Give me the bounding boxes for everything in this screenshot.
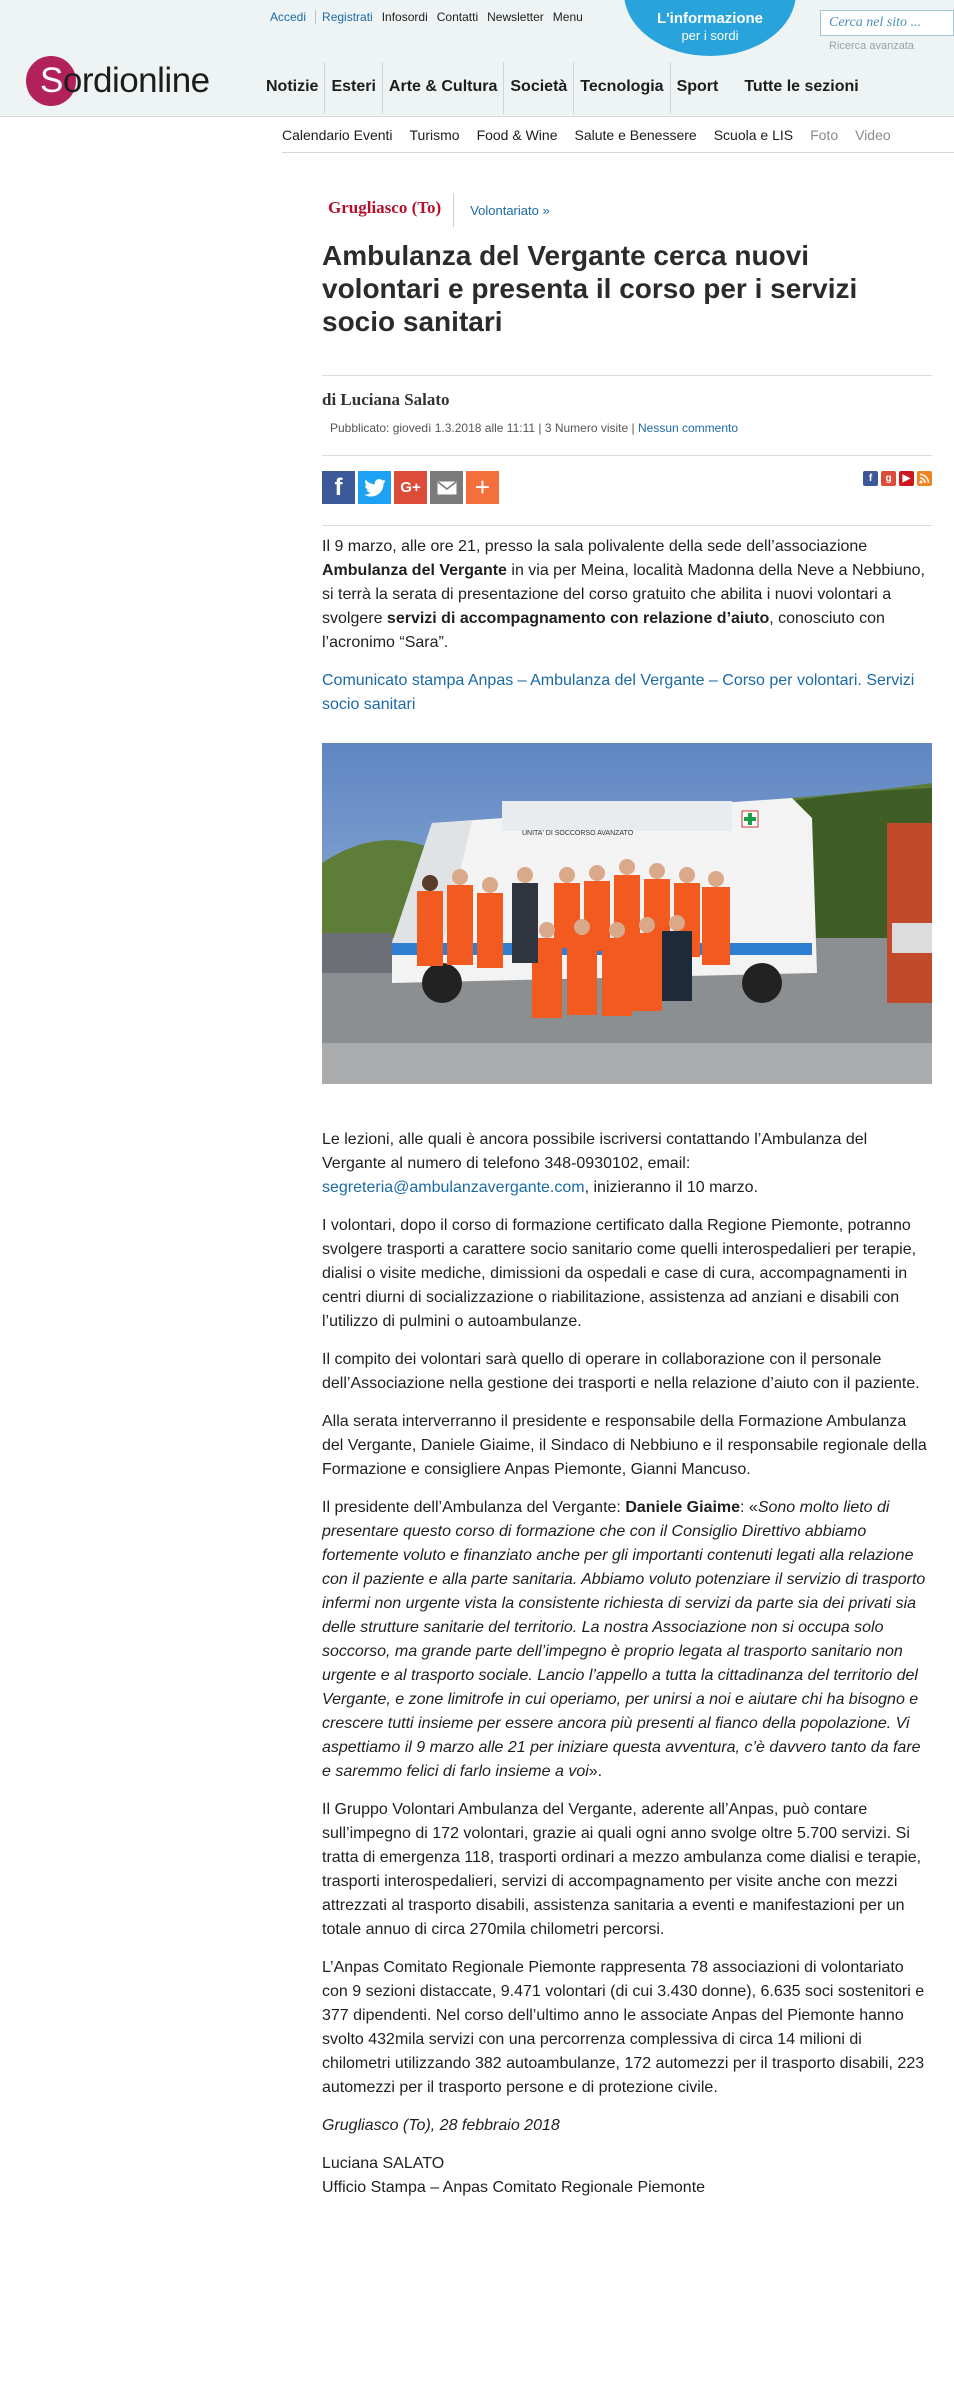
contacts-link[interactable]: Contatti: [436, 10, 479, 24]
article-kicker-row: [322, 193, 550, 227]
paragraph-group: Il Gruppo Volontari Ambulanza del Vergante, aderente all’Anpas, può contare sull’impegno di 172 volontari, grazie ai quali ogni anno svolge oltre 5.700 servizi. Si tratta di emergenza 118, trasporti ordinari a mezzo ambulanza come dialisi e terapie, trasporti interospedalieri, servizi di accompagnamento per visite anche con mezzi attrezzati al trasporto disabili, assistenza sanitaria a eventi e manifestazioni per un totale annuo di circa 270mila chilometri percorsi.: [322, 1801, 922, 1938]
paragraph-quote: Il presidente dell’Ambulanza del Vergante: Daniele Giaime: «Sono molto lieto di presentare questo corso di formazione che con il Consiglio Direttivo abbiamo fortemente voluto e finanziato anche per gli importanti contenuti legati alla relazione con il paziente e alla parte sanitaria. Abbiamo voluto potenziare il servizio di trasporto infermi non urgente vista la consistente richiesta di servizi da parte sia dei privati sia delle strutture sanitarie del territorio. La nostra Associazione non si occupa solo soccorso, ma grande parte dell’impegno è proprio legata al trasporto sanitario non urgente e al trasporto sociale. Lancio l’appello a tutta la cittadinanza del territorio del Vergante, e zone limitrofe in cui operiamo, per unirsi a noi e aiutare chi ha bisogno e crescere tutti insieme per essere ancora più presenti al fianco della popolazione. Vi aspettiamo il 9 marzo alle 21 per iniziare questa avventura, c’è davvero tanto da fare e saremmo felici di farlo insieme a voi».: [322, 1499, 926, 1780]
nav-sport[interactable]: Sport: [670, 62, 725, 114]
utility-nav: [270, 10, 592, 24]
more-icon[interactable]: +: [466, 471, 499, 504]
sub-nav: [282, 117, 908, 153]
divider: [322, 455, 932, 456]
promo-line-1: L'informazione: [656, 10, 764, 27]
facebook-icon[interactable]: f: [322, 471, 355, 504]
article-location: Grugliasco (To): [322, 193, 454, 227]
article-category-link[interactable]: Volontariato »: [470, 202, 550, 218]
email-link[interactable]: segreteria@ambulanzavergante.com: [322, 1179, 585, 1196]
promo-line-2: per i sordi: [681, 28, 739, 43]
advanced-search-link[interactable]: Ricerca avanzata: [829, 40, 914, 52]
subnav-turismo[interactable]: Turismo: [409, 127, 460, 143]
nav-esteri[interactable]: Esteri: [324, 62, 381, 114]
share-buttons: [322, 471, 502, 504]
rss-glyph-icon: [919, 473, 930, 484]
menu-link[interactable]: Menu: [552, 10, 583, 24]
paragraph-anpas: L’Anpas Comitato Regionale Piemonte rappresenta 78 associazioni di volontariato con 9 sezioni distaccate, 9.471 volontari (di cui 3.430 donne), 6.635 soci sostenitori e 377 dipendenti. Nel corso dell’ultimo anno le associate Anpas del Piemonte hanno svolto 432mila servizi con una percorrenza complessiva di circa 14 milioni di chilometri utilizzando 382 autoambulanze, 172 automezzi per il trasporto disabili, 223 automezzi per il trasporto persone e di protezione civile.: [322, 1959, 925, 2096]
twitter-icon[interactable]: [358, 471, 391, 504]
press-release-link[interactable]: Comunicato stampa Anpas – Ambulanza del Vergante – Corso per volontari. Servizi socio sanitari: [322, 672, 915, 713]
subnav-divider: [282, 152, 954, 153]
social-follow-icons: [860, 471, 932, 486]
google-plus-icon[interactable]: G+: [394, 471, 427, 504]
article-author: di Luciana Salato: [322, 390, 450, 409]
dateline: Grugliasco (To), 28 febbraio 2018: [322, 2117, 560, 2134]
login-link[interactable]: Accedi: [270, 10, 307, 24]
article-date: Pubblicato: giovedì 1.3.2018 alle 11:11 | 3 Numero visite |: [330, 421, 638, 435]
signature-office: Ufficio Stampa – Anpas Comitato Regionale Piemonte: [322, 2179, 706, 2196]
paragraph-task: Il compito dei volontari sarà quello di operare in collaborazione con il personale dell’Associazione nella gestione dei trasporti e nella relazione d’aiuto con il paziente.: [322, 1351, 920, 1392]
twitter-bird-icon: [364, 479, 386, 497]
envelope-icon: [437, 481, 457, 495]
group-photo-volunteers: [322, 743, 932, 1084]
newsletter-link[interactable]: Newsletter: [487, 10, 544, 24]
subnav-food-wine[interactable]: Food & Wine: [476, 127, 558, 143]
email-icon[interactable]: [430, 471, 463, 504]
subnav-salute[interactable]: Salute e Benessere: [574, 127, 697, 143]
nav-notizie[interactable]: Notizie: [266, 78, 319, 95]
subnav-foto[interactable]: Foto: [810, 127, 839, 143]
divider: [322, 375, 932, 376]
divider: [322, 525, 932, 526]
site-header: [0, 0, 954, 117]
facebook-icon[interactable]: f: [863, 471, 878, 486]
promo-bubble[interactable]: [624, 0, 796, 56]
nav-societa[interactable]: Società: [503, 62, 573, 114]
article-body-top: [322, 535, 932, 731]
infosordi-link[interactable]: Infosordi: [381, 10, 428, 24]
search-input[interactable]: Cerca nel sito ...: [820, 10, 954, 36]
subnav-scuola-lis[interactable]: Scuola e LIS: [713, 127, 794, 143]
paragraph-volunteers: I volontari, dopo il corso di formazione certificato dalla Regione Piemonte, potranno svolgere trasporti a carattere socio sanitario come quelli interospedalieri per terapie, dialisi o visite mediche, dimissioni da ospedali e case di cura, accompagnamenti in centri diurni di socializzazione o riabilitazione, assistenza ad anziani e disabili con l’utilizzo di pulmini o autoambulanze.: [322, 1217, 917, 1330]
main-nav: [260, 62, 865, 114]
paragraph-intro: Il 9 marzo, alle ore 21, presso la sala polivalente della sede dell’associazione Ambulanza del Vergante in via per Meina, località Madonna della Neve a Nebbiuno, si terrà la serata di presentazione del corso gratuito che abilita i nuovi volontari a svolgere servizi di accompagnamento con relazione d’aiuto, conosciuto con l’acronimo “Sara”.: [322, 538, 925, 651]
article-body-bottom: [322, 1128, 932, 2200]
article-title: Ambulanza del Vergante cerca nuovi volontari e presenta il corso per i servizi socio sanitari: [322, 240, 858, 337]
nav-arte-cultura[interactable]: Arte & Cultura: [382, 62, 503, 114]
comments-link[interactable]: Nessun commento: [637, 421, 739, 435]
subnav-calendario[interactable]: Calendario Eventi: [282, 127, 393, 143]
signature-name: Luciana SALATO: [322, 2155, 445, 2172]
site-logo[interactable]: [26, 55, 210, 107]
register-link[interactable]: Registrati: [315, 10, 373, 24]
paragraph-speakers: Alla serata interverranno il presidente e responsabile della Formazione Ambulanza del Vergante, Daniele Giaime, il Sindaco di Nebbiuno e il responsabile regionale della Formazione e consigliere Anpas Piemonte, Gianni Mancuso.: [322, 1413, 927, 1478]
youtube-icon[interactable]: ▶: [899, 471, 914, 486]
logo-text: Sordionline: [40, 61, 210, 100]
rss-icon[interactable]: [917, 471, 932, 486]
article-meta: [330, 421, 738, 435]
van-label: UNITA' DI SOCCORSO AVANZATO: [522, 830, 634, 837]
nav-tutte-sezioni[interactable]: Tutte le sezioni: [744, 78, 859, 95]
google-plus-icon[interactable]: g: [881, 471, 896, 486]
paragraph-lessons: Le lezioni, alle quali è ancora possibile iscriversi contattando l’Ambulanza del Vergante al numero di telefono 348-0930102, email: segreteria@ambulanzavergante.com, inizieranno il 10 marzo.: [322, 1131, 868, 1196]
nav-tecnologia[interactable]: Tecnologia: [573, 62, 669, 114]
subnav-video[interactable]: Video: [855, 127, 891, 143]
article-photo: [322, 743, 932, 1084]
